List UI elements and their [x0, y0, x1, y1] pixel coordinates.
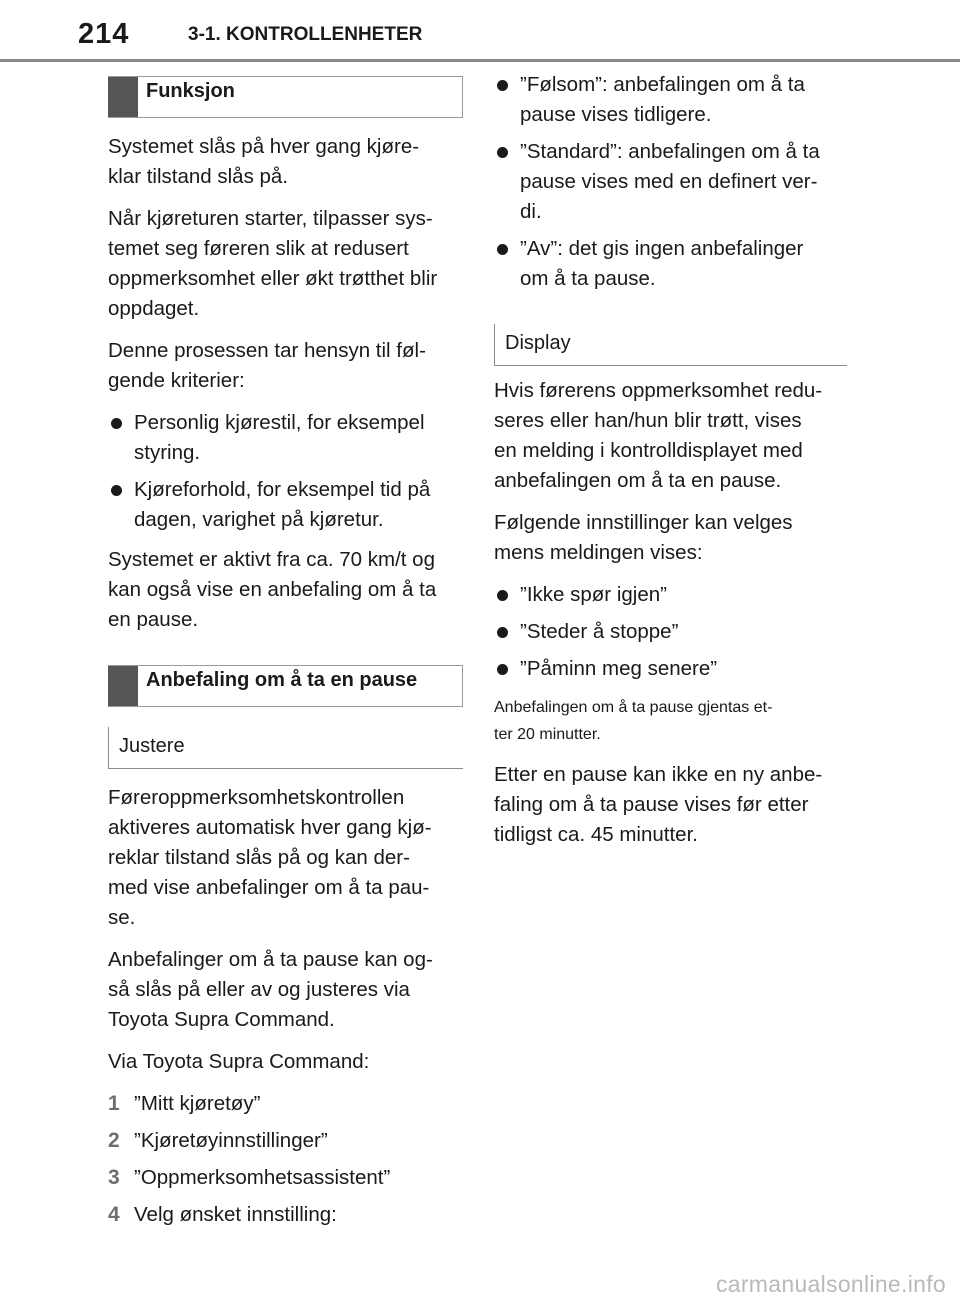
text-line: pause vises tidligere.	[520, 103, 712, 126]
text-line: ”Følsom”: anbefalingen om å ta	[520, 73, 805, 96]
text-line: en pause.	[108, 608, 199, 631]
note	[494, 694, 849, 748]
section-heading-funksjon	[108, 76, 463, 118]
step-item	[108, 1163, 463, 1193]
text-line: Følgende innstillinger kan velges	[494, 511, 793, 534]
paragraph	[108, 545, 463, 635]
text-line: temet seg føreren slik at redusert	[108, 237, 409, 260]
text-line: tidligst ca. 45 minutter.	[494, 823, 698, 846]
paragraph	[108, 336, 463, 396]
text-line: med vise anbefalinger om å ta pau-	[108, 876, 430, 899]
subheading-display: Display	[494, 324, 847, 366]
page-header	[0, 0, 960, 62]
message-options-list	[494, 580, 849, 684]
text-line: Etter en pause kan ikke en ny anbe-	[494, 763, 823, 786]
text-line: seres eller han/hun blir trøtt, vises	[494, 409, 802, 432]
text-line: reklar tilstand slås på og kan der-	[108, 846, 410, 869]
paragraph	[108, 204, 463, 324]
step-number: 4	[108, 1203, 120, 1226]
text-line: dagen, varighet på kjøretur.	[134, 508, 384, 531]
text-line: gende kriterier:	[108, 369, 245, 392]
text-line: om å ta pause.	[520, 267, 656, 290]
text-line: Føreroppmerksomhetskontrollen	[108, 786, 405, 809]
steps-list	[108, 1089, 463, 1230]
step-text: Velg ønsket innstilling:	[134, 1203, 337, 1226]
paragraph: Via Toyota Supra Command:	[108, 1050, 370, 1073]
criteria-list	[108, 408, 463, 535]
setting-options-list	[494, 70, 849, 294]
text-line: Når kjøreturen starter, tilpasser sys-	[108, 207, 433, 230]
step-number: 1	[108, 1092, 120, 1115]
list-item	[494, 234, 849, 294]
step-text: ”Kjøretøyinnstillinger”	[134, 1129, 328, 1152]
text-line: Hvis førerens oppmerksomhet redu-	[494, 379, 823, 402]
text-line: styring.	[134, 441, 201, 464]
bullet-icon	[497, 590, 508, 601]
section-marker	[108, 77, 138, 117]
text-line: Toyota Supra Command.	[108, 1008, 335, 1031]
text-line: ”Påminn meg senere”	[520, 657, 718, 680]
subheading-justere: Justere	[108, 727, 463, 769]
bullet-icon	[111, 418, 122, 429]
bullet-icon	[111, 485, 122, 496]
text-line: oppmerksomhet eller økt trøtthet blir	[108, 267, 438, 290]
text-line: Personlig kjørestil, for eksempel	[134, 411, 425, 434]
right-column	[494, 70, 849, 862]
chapter-title: 3-1. KONTROLLENHETER	[188, 24, 423, 45]
text-line: ”Ikke spør igjen”	[520, 583, 667, 606]
text-line: oppdaget.	[108, 297, 200, 320]
text-line: ”Steder å stoppe”	[520, 620, 679, 643]
step-item	[108, 1126, 463, 1156]
list-item	[108, 408, 463, 468]
text-line: klar tilstand slås på.	[108, 165, 289, 188]
paragraph	[494, 376, 849, 496]
text-line: ter 20 minutter.	[494, 726, 601, 743]
text-line: ”Av”: det gis ingen anbefalinger	[520, 237, 804, 260]
paragraph	[108, 783, 463, 933]
text-line: Denne prosessen tar hensyn til føl-	[108, 339, 426, 362]
bullet-icon	[497, 664, 508, 675]
list-item	[494, 617, 849, 647]
list-item	[108, 475, 463, 535]
section-marker	[108, 666, 138, 706]
text-line: ”Standard”: anbefalingen om å ta	[520, 140, 820, 163]
text-line: kan også vise en anbefaling om å ta	[108, 578, 437, 601]
text-line: faling om å ta pause vises før etter	[494, 793, 809, 816]
text-line: pause vises med en definert ver-	[520, 170, 818, 193]
text-line: Systemet er aktivt fra ca. 70 km/t og	[108, 548, 435, 571]
section-heading-label: Funksjon	[146, 80, 235, 102]
paragraph	[108, 945, 463, 1035]
bullet-icon	[497, 80, 508, 91]
paragraph	[494, 508, 849, 568]
bullet-icon	[497, 147, 508, 158]
step-text: ”Mitt kjøretøy”	[134, 1092, 261, 1115]
list-item	[494, 654, 849, 684]
step-item	[108, 1200, 463, 1230]
step-item	[108, 1089, 463, 1119]
list-item	[494, 70, 849, 130]
text-line: så slås på eller av og justeres via	[108, 978, 410, 1001]
text-line: mens meldingen vises:	[494, 541, 703, 564]
section-heading-label: Anbefaling om å ta en pause	[146, 669, 418, 691]
left-column	[108, 76, 463, 1237]
step-text: ”Oppmerksomhetsassistent”	[134, 1166, 391, 1189]
text-line: en melding i kontrolldisplayet med	[494, 439, 803, 462]
page-number: 214	[78, 18, 130, 50]
watermark: carmanualsonline.info	[715, 1271, 946, 1297]
text-line: Anbefalingen om å ta pause gjentas et-	[494, 699, 773, 716]
list-item	[494, 137, 849, 227]
bullet-icon	[497, 244, 508, 255]
text-line: Systemet slås på hver gang kjøre-	[108, 135, 420, 158]
text-line: di.	[520, 200, 542, 223]
paragraph	[108, 132, 463, 192]
step-number: 3	[108, 1166, 120, 1189]
text-line: Kjøreforhold, for eksempel tid på	[134, 478, 431, 501]
text-line: anbefalingen om å ta en pause.	[494, 469, 782, 492]
paragraph	[494, 760, 849, 850]
text-line: Anbefalinger om å ta pause kan og-	[108, 948, 433, 971]
text-line: aktiveres automatisk hver gang kjø-	[108, 816, 432, 839]
bullet-icon	[497, 627, 508, 638]
text-line: se.	[108, 906, 136, 929]
list-item	[494, 580, 849, 610]
step-number: 2	[108, 1129, 120, 1152]
section-heading-anbefaling	[108, 665, 463, 707]
